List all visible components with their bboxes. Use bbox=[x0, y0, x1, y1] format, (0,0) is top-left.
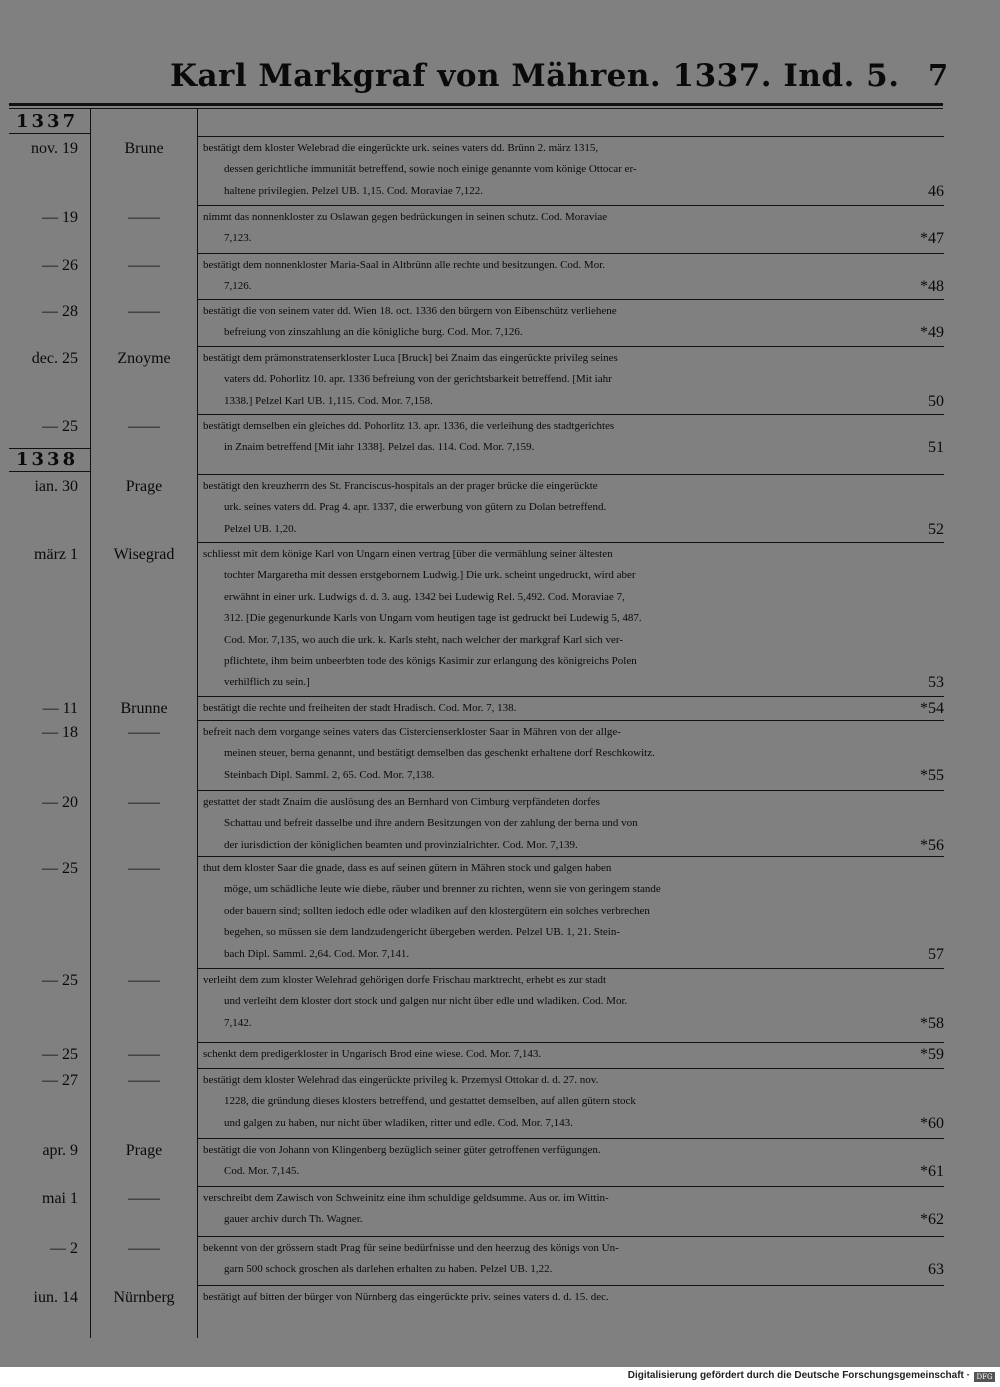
entry-number: *55 bbox=[920, 766, 944, 784]
entry-number: 51 bbox=[928, 439, 944, 457]
entry-date: — 25 bbox=[42, 418, 78, 435]
entry-text-line: Cod. Mor. 7,135, wo auch die urk. k. Karls steht, nach welcher der markgraf Karl sich ver- bbox=[224, 633, 624, 646]
entry-rule bbox=[198, 1068, 944, 1069]
entry-rule bbox=[198, 474, 944, 475]
column-divider-date bbox=[90, 108, 91, 1338]
entry-place: —— bbox=[128, 972, 160, 989]
entry-text-line: begehen, so müssen sie dem landzudengericht übergeben werden. Pelzel UB. 1, 21. Stein- bbox=[224, 926, 620, 939]
entry-date: nov. 19 bbox=[31, 140, 78, 157]
entry-rule bbox=[198, 414, 944, 415]
entry-place: Prage bbox=[125, 1142, 163, 1159]
entry-date: — 2 bbox=[50, 1240, 78, 1257]
entry-date: — 11 bbox=[42, 700, 78, 717]
entry-date: mai 1 bbox=[42, 1190, 78, 1207]
entry-text-line: schenkt dem predigerkloster in Ungarisch Brod eine wiese. Cod. Mor. 7,143. bbox=[203, 1048, 542, 1060]
entry-text-line: haltene privilegien. Pelzel UB. 1,15. Cod. Moraviae 7,122. bbox=[224, 184, 484, 197]
entry-place: Nürnberg bbox=[113, 1289, 175, 1306]
year-rule bbox=[9, 133, 91, 134]
entry-rule bbox=[198, 136, 944, 137]
entry-text bbox=[203, 301, 945, 344]
entry-text-line: dessen gerichtliche immunität betreffend, sowie noch einige genannte vom könige Ottocar er- bbox=[224, 163, 637, 176]
entry-rule bbox=[198, 968, 944, 969]
entry-text-line: bekennt von der grössern stadt Prag für seine bedürfnisse und den heerzug des königs von Un- bbox=[203, 1242, 619, 1254]
entry-text bbox=[203, 416, 945, 459]
entry-place: —— bbox=[128, 1240, 160, 1257]
entry-number: *59 bbox=[920, 1046, 944, 1063]
entry-number: 52 bbox=[928, 520, 944, 538]
entry-text-line: 7,126. bbox=[224, 280, 252, 293]
entry-text-line: bestätigt die von seinem vater dd. Wien 18. oct. 1336 den bürgern von Eibenschütz verliehene bbox=[203, 305, 617, 317]
entry-text bbox=[203, 476, 945, 540]
entry-text bbox=[203, 970, 945, 1034]
entry-text bbox=[203, 1287, 945, 1308]
entry-text bbox=[203, 255, 945, 298]
entry-text-line: pflichtete, ihm beim unbeerbten tode des königs Kasimir zur erlangung des königreichs Polen bbox=[224, 655, 637, 668]
entry-text bbox=[203, 207, 945, 250]
entry-text-line: verschreibt dem Zawisch von Schweinitz eine ihm schuldige geldsumme. Aus or. im Wittin- bbox=[203, 1192, 609, 1204]
entry-date: — 18 bbox=[42, 724, 78, 741]
year-heading: 1338 bbox=[16, 449, 79, 470]
entry-text-line: meinen steuer, berna genannt, und bestätigt demselben das geschenkt erhaltene dorf Reschkowitz. bbox=[224, 747, 655, 760]
entry-text-line: Steinbach Dipl. Samml. 2, 65. Cod. Mor. 7,138. bbox=[224, 768, 435, 781]
entry-text-line: bach Dipl. Samml. 2,64. Cod. Mor. 7,141. bbox=[224, 947, 410, 960]
entry-date: — 25 bbox=[42, 860, 78, 877]
entry-rule bbox=[198, 299, 944, 300]
footer-credit: Digitalisierung gefördert durch die Deutsche Forschungsgemeinschaft · bbox=[627, 1370, 970, 1381]
entry-place: —— bbox=[128, 257, 160, 274]
entry-place: —— bbox=[128, 1190, 160, 1207]
entry-place: —— bbox=[128, 1072, 160, 1089]
entry-text-line: 312. [Die gegenurkunde Karls von Ungarn vom heutigen tage ist gedruckt bei Ludewig 5, 487. bbox=[224, 612, 642, 625]
entry-text-line: verleiht dem zum kloster Welehrad gehörigen dorfe Frischau marktrecht, erhebt es zur stadt bbox=[203, 974, 607, 986]
entry-text-line: urk. seines vaters dd. Prag 4. apr. 1337, die erwerbung von gütern zu Dolan betreffend. bbox=[224, 501, 607, 514]
entry-place: —— bbox=[128, 860, 160, 877]
header-rule-thin bbox=[9, 108, 943, 109]
entry-rule bbox=[198, 1236, 944, 1237]
entry-date: apr. 9 bbox=[42, 1142, 78, 1159]
entry-place: Wisegrad bbox=[113, 546, 175, 563]
entry-text-line: 1228, die gründung dieses klosters betreffend, und gestattet demselben, auf allen gütern stock bbox=[224, 1095, 636, 1108]
entry-number: 63 bbox=[928, 1261, 944, 1279]
entry-date: märz 1 bbox=[34, 546, 78, 563]
entry-text-line: bestätigt dem nonnenkloster Maria-Saal in Altbrünn alle rechte und besitzungen. Cod. Mor. bbox=[203, 259, 606, 271]
entry-text-line: Schattau und befreit dasselbe und ihre andern Besitzungen von der zahlung der berna und von bbox=[224, 817, 638, 830]
entry-date: — 26 bbox=[42, 257, 78, 274]
entry-rule bbox=[198, 1042, 944, 1043]
entry-text bbox=[203, 1044, 945, 1065]
entry-text-line: 7,142. bbox=[224, 1016, 252, 1029]
entry-number: *62 bbox=[920, 1211, 944, 1229]
entry-text-line: vaters dd. Pohorlitz 10. apr. 1336 befreiung von der gerichtsbarkeit betreffend. [Mit iahr bbox=[224, 373, 612, 386]
year-heading: 1337 bbox=[16, 111, 79, 132]
entry-text bbox=[203, 858, 945, 965]
entry-text-line: 1338.] Pelzel Karl UB. 1,115. Cod. Mor. 7,158. bbox=[224, 394, 433, 407]
entry-text-line: bestätigt dem kloster Welehrad das eingerückte privileg k. Przemysl Ottokar d. d. 27. nov. bbox=[203, 1074, 599, 1086]
entry-text-line: bestätigt den kreuzherrn des St. Franciscus-hospitals an der prager brücke die eingerückte bbox=[203, 480, 598, 492]
entry-text bbox=[203, 722, 945, 786]
entry-number: 57 bbox=[928, 945, 944, 963]
entry-text-line: thut dem kloster Saar die gnade, dass es auf seinen gütern in Mähren stock und galgen haben bbox=[203, 862, 612, 874]
entry-text-line: Pelzel UB. 1,20. bbox=[224, 522, 297, 535]
header-rule bbox=[9, 103, 943, 106]
entry-rule bbox=[198, 696, 944, 697]
entry-text-line: gauer archiv durch Th. Wagner. bbox=[224, 1213, 363, 1226]
entry-rule bbox=[198, 720, 944, 721]
entry-text bbox=[203, 1070, 945, 1134]
entry-place: —— bbox=[128, 418, 160, 435]
entry-number: 46 bbox=[928, 182, 944, 200]
entry-text bbox=[203, 1140, 945, 1183]
year-rule bbox=[9, 471, 91, 472]
entry-text-line: oder bauern sind; sollten iedoch edle oder wladiken auf den klostergütern ein solches verbrechen bbox=[224, 904, 650, 917]
page-title: Karl Markgraf von Mähren. 1337. Ind. 5. bbox=[170, 58, 900, 94]
entry-text-line: erwähnt in einer urk. Ludwigs d. d. 3. aug. 1342 bei Ludewig Rel. 5,492. Cod. Moraviae 7, bbox=[224, 590, 625, 603]
entry-text-line: bestätigt auf bitten der bürger von Nürnberg das eingerückte priv. seines vaters d. d. 15. dec. bbox=[203, 1291, 609, 1303]
entry-date: — 25 bbox=[42, 1046, 78, 1063]
entry-place: —— bbox=[128, 209, 160, 226]
entry-number: *60 bbox=[920, 1114, 944, 1132]
entry-text bbox=[203, 1188, 945, 1231]
entry-date: — 25 bbox=[42, 972, 78, 989]
entry-rule bbox=[198, 1186, 944, 1187]
entry-place: —— bbox=[128, 303, 160, 320]
entry-text bbox=[203, 792, 945, 856]
entry-text-line: Cod. Mor. 7,145. bbox=[224, 1165, 300, 1178]
entry-text-line: 7,123. bbox=[224, 232, 252, 245]
entry-text bbox=[203, 348, 945, 412]
entry-rule bbox=[198, 856, 944, 857]
entry-place: Brune bbox=[124, 140, 164, 157]
entry-text-line: bestätigt demselben ein gleiches dd. Pohorlitz 13. apr. 1336, die verleihung des stadtgerichtes bbox=[203, 420, 615, 432]
entry-text-line: tochter Margaretha mit dessen erstgebornem Ludwig.] Die urk. scheint ungedruckt, wird aber bbox=[224, 569, 636, 582]
entry-text-line: und galgen zu haben, nur nicht über wladiken, ritter und edle. Cod. Mor. 7,143. bbox=[224, 1116, 573, 1129]
footer bbox=[0, 1367, 1000, 1387]
entry-text-line: und verleiht dem kloster dort stock und galgen nur nicht über edle und wladiken. Cod. Mor. bbox=[224, 995, 628, 1008]
entry-place: Brunne bbox=[120, 700, 168, 717]
entry-place: —— bbox=[128, 794, 160, 811]
entry-number: *48 bbox=[920, 278, 944, 296]
entry-place: Znoyme bbox=[117, 350, 171, 367]
entry-number: *54 bbox=[920, 700, 944, 717]
entry-rule bbox=[198, 346, 944, 347]
entry-rule bbox=[198, 542, 944, 543]
dfg-logo-icon: DFG bbox=[974, 1372, 995, 1382]
entry-text-line: gestattet der stadt Znaim die auslösung des an Bernhard von Cimburg verpfändeten dorfes bbox=[203, 796, 600, 808]
entry-rule bbox=[198, 205, 944, 206]
entry-rule bbox=[198, 1138, 944, 1139]
entry-text-line: bestätigt die von Johann von Klingenberg bezüglich seiner güter getroffenen verfügungen. bbox=[203, 1144, 601, 1156]
entry-text-line: bestätigt dem prämonstratenserkloster Luca [Bruck] bei Znaim das eingerückte privileg seines bbox=[203, 352, 618, 364]
entry-text bbox=[203, 1238, 945, 1281]
entry-text bbox=[203, 698, 945, 719]
entry-number: *49 bbox=[920, 324, 944, 342]
entry-text-line: möge, um schädliche leute wie diebe, räuber und brenner zu richten, wenn sie von geringem stande bbox=[224, 883, 661, 896]
entry-date: dec. 25 bbox=[31, 350, 78, 367]
entry-text-line: befreit nach dem vorgange seines vaters das Cistercienserkloster Saar in Mähren von der allge- bbox=[203, 726, 621, 738]
entry-text-line: befreiung von zinszahlung an die königliche burg. Cod. Mor. 7,126. bbox=[224, 326, 523, 339]
entry-rule bbox=[198, 253, 944, 254]
entry-text-line: nimmt das nonnenkloster zu Oslawan gegen bedrückungen in seinen schutz. Cod. Moraviae bbox=[203, 211, 608, 223]
entry-text-line: bestätigt dem kloster Welebrad die eingerückte urk. seines vaters dd. Brünn 2. märz 1315, bbox=[203, 142, 599, 154]
entry-date: — 27 bbox=[42, 1072, 78, 1089]
entry-number: 50 bbox=[928, 392, 944, 410]
entry-number: *47 bbox=[920, 230, 944, 248]
entry-number: *56 bbox=[920, 836, 944, 854]
entry-place: —— bbox=[128, 1046, 160, 1063]
entry-date: — 19 bbox=[42, 209, 78, 226]
entry-text-line: bestätigt die rechte und freiheiten der stadt Hradisch. Cod. Mor. 7, 138. bbox=[203, 702, 517, 714]
entry-text-line: der iurisdiction der königlichen beamten und provinzialrichter. Cod. Mor. 7,139. bbox=[224, 838, 578, 851]
entry-date: iun. 14 bbox=[33, 1289, 78, 1306]
column-divider-place bbox=[197, 108, 198, 1338]
entry-text-line: garn 500 schock groschen als darlehen erhalten zu haben. Pelzel UB. 1,22. bbox=[224, 1263, 553, 1276]
entry-number: 53 bbox=[928, 674, 944, 692]
entry-number: *58 bbox=[920, 1014, 944, 1032]
entry-text-line: verhilflich zu sein.] bbox=[224, 676, 310, 689]
entry-text bbox=[203, 544, 945, 694]
year-rule bbox=[9, 448, 91, 449]
page-number: 7 bbox=[928, 58, 949, 92]
entry-rule bbox=[198, 1285, 944, 1286]
entry-date: ian. 30 bbox=[34, 478, 78, 495]
entry-date: — 28 bbox=[42, 303, 78, 320]
entry-text-line: in Znaim betreffend [Mit iahr 1338]. Pelzel das. 114. Cod. Mor. 7,159. bbox=[224, 441, 535, 454]
entry-rule bbox=[198, 790, 944, 791]
entry-number: *61 bbox=[920, 1163, 944, 1181]
entry-place: Prage bbox=[125, 478, 163, 495]
entry-date: — 20 bbox=[42, 794, 78, 811]
entry-text-line: schliesst mit dem könige Karl von Ungarn einen vertrag [über die vermählung seiner ältesten bbox=[203, 548, 613, 560]
entry-place: —— bbox=[128, 724, 160, 741]
page-header bbox=[0, 58, 1000, 98]
entry-text bbox=[203, 138, 945, 202]
